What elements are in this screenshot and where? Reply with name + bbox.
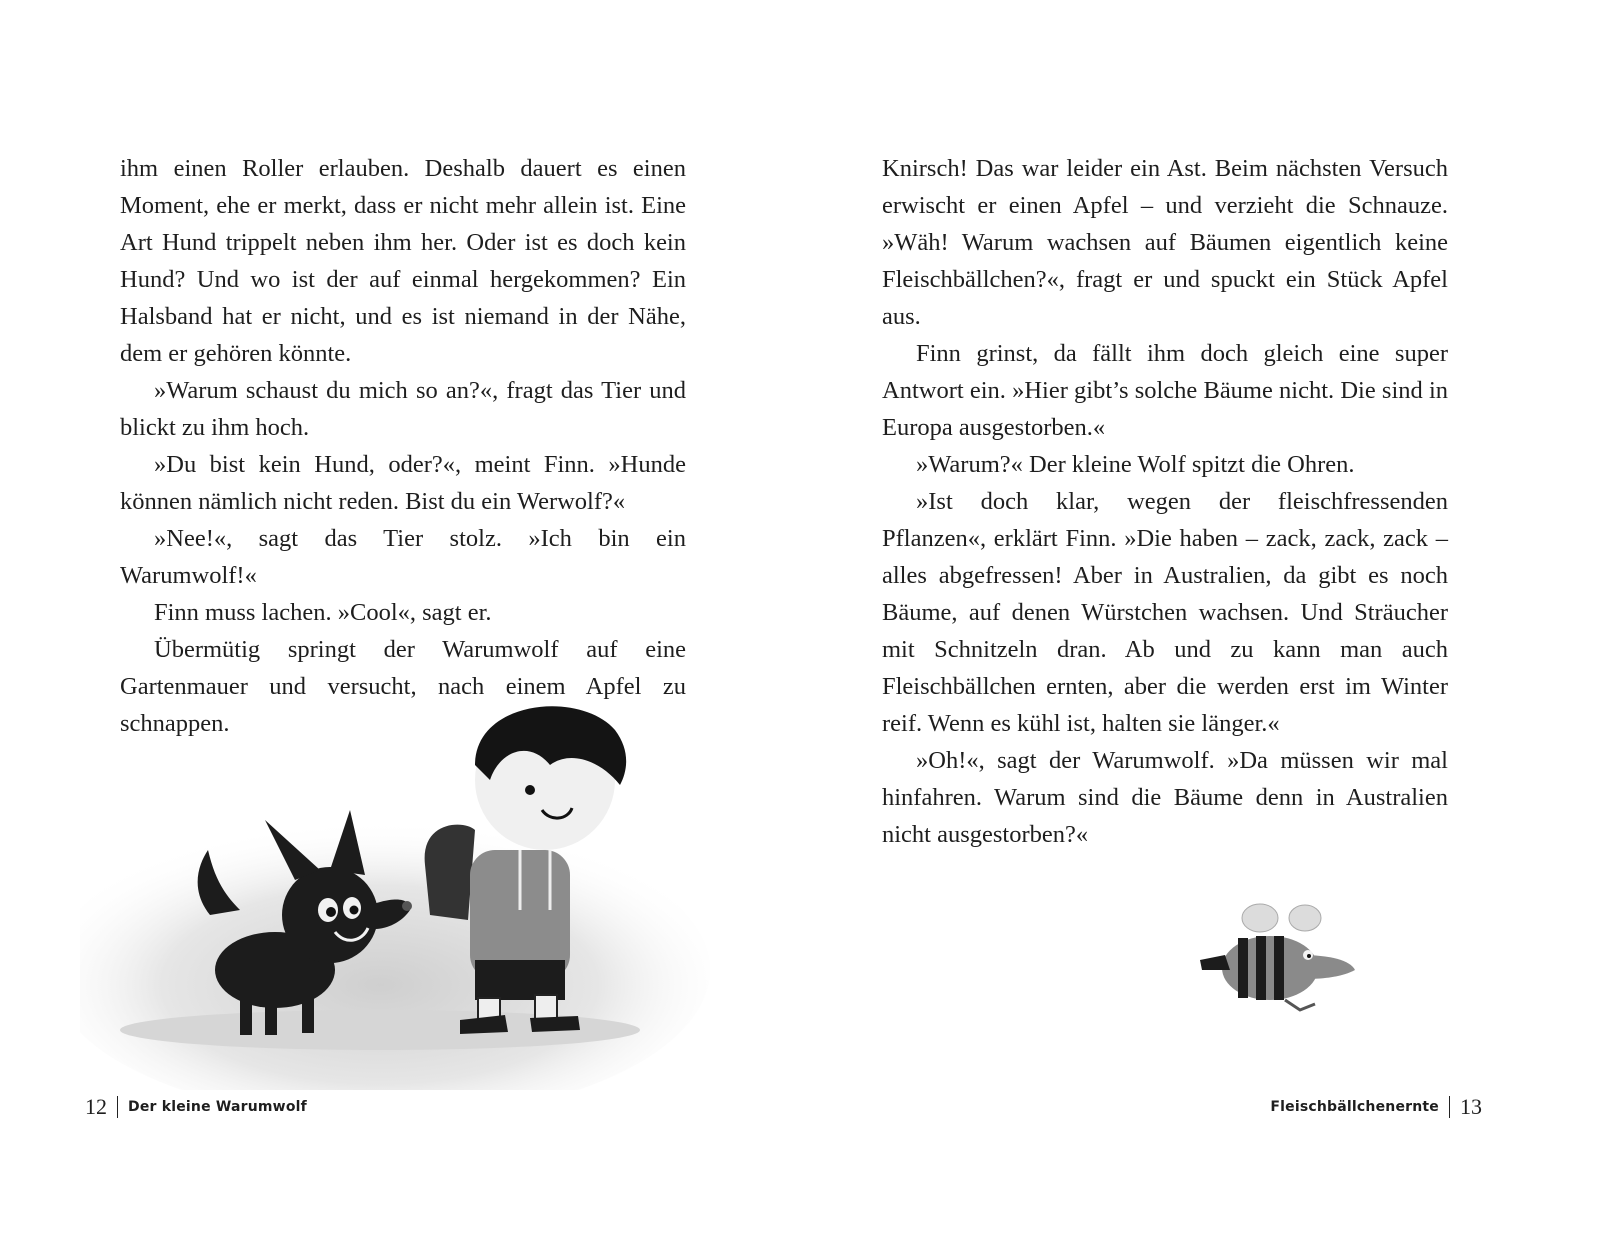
left-paragraph-3: »Du bist kein Hund, oder?«, meint Finn. »Hunde können nämlich nicht reden. Bist du ein Werwolf?« [120,451,686,515]
bee-crocodile-illustration [1190,900,1370,1030]
right-page-text [882,150,1448,853]
right-paragraph-5: »Oh!«, sagt der Warumwolf. »Da müssen wir mal hinfahren. Warum sind die Bäume denn in Australien nicht ausgestorben?« [882,747,1448,848]
right-page-footer [1270,1095,1482,1119]
right-running-head: Fleischbällchenernte [1270,1099,1439,1115]
boy-and-wolf-illustration [80,670,720,1090]
left-page-text [120,150,686,742]
right-page-number: 13 [1460,1094,1482,1119]
left-paragraph-6: Übermütig springt der Warumwolf auf eine Gartenmauer und versucht, nach einem Apfel zu schnappen. [120,636,686,737]
left-page-footer [85,1095,307,1119]
left-paragraph-1: ihm einen Roller erlauben. Deshalb dauert es einen Moment, ehe er merkt, dass er nicht mehr allein ist. Eine Art Hund trippelt neben ihm her. Oder ist es doch kein Hund? Und wo ist der auf einmal hergekommen? Ein Halsband hat er nicht, und es ist niemand in der Nähe, dem er gehören könnte. [120,155,686,367]
right-paragraph-1: Knirsch! Das war leider ein Ast. Beim nächsten Versuch erwischt er einen Apfel – und verzieht die Schnauze. »Wäh! Warum wachsen auf Bäumen eigentlich keine Fleischbällchen?«, fragt er und spuckt ein Stück Apfel aus. [882,155,1448,330]
left-paragraph-5: Finn muss lachen. »Cool«, sagt er. [154,599,492,626]
right-paragraph-2: Finn grinst, da fällt ihm doch gleich eine super Antwort ein. »Hier gibt’s solche Bäume nicht. Die sind in Europa ausgestorben.« [882,340,1448,441]
left-paragraph-2: »Warum schaust du mich so an?«, fragt das Tier und blickt zu ihm hoch. [120,377,686,441]
left-page-number: 12 [85,1094,107,1119]
left-running-head: Der kleine Warumwolf [128,1099,307,1115]
right-paragraph-3: »Warum?« Der kleine Wolf spitzt die Ohren. [916,451,1355,478]
footer-divider [117,1096,118,1118]
right-paragraph-4: »Ist doch klar, wegen der fleischfressenden Pflanzen«, erklärt Finn. »Die haben – zack, zack, zack – alles abgefressen! Aber in Australien, da gibt es noch Bäume, auf denen Würstchen wachsen. Und Sträucher mit Schnitzeln dran. Ab und zu kann man auch Fleischbällchen ernten, aber die werden erst im Winter reif. Wenn es kühl ist, halten sie länger.« [882,488,1448,737]
left-paragraph-4: »Nee!«, sagt das Tier stolz. »Ich bin ein Warumwolf!« [120,525,686,589]
footer-divider [1449,1096,1450,1118]
